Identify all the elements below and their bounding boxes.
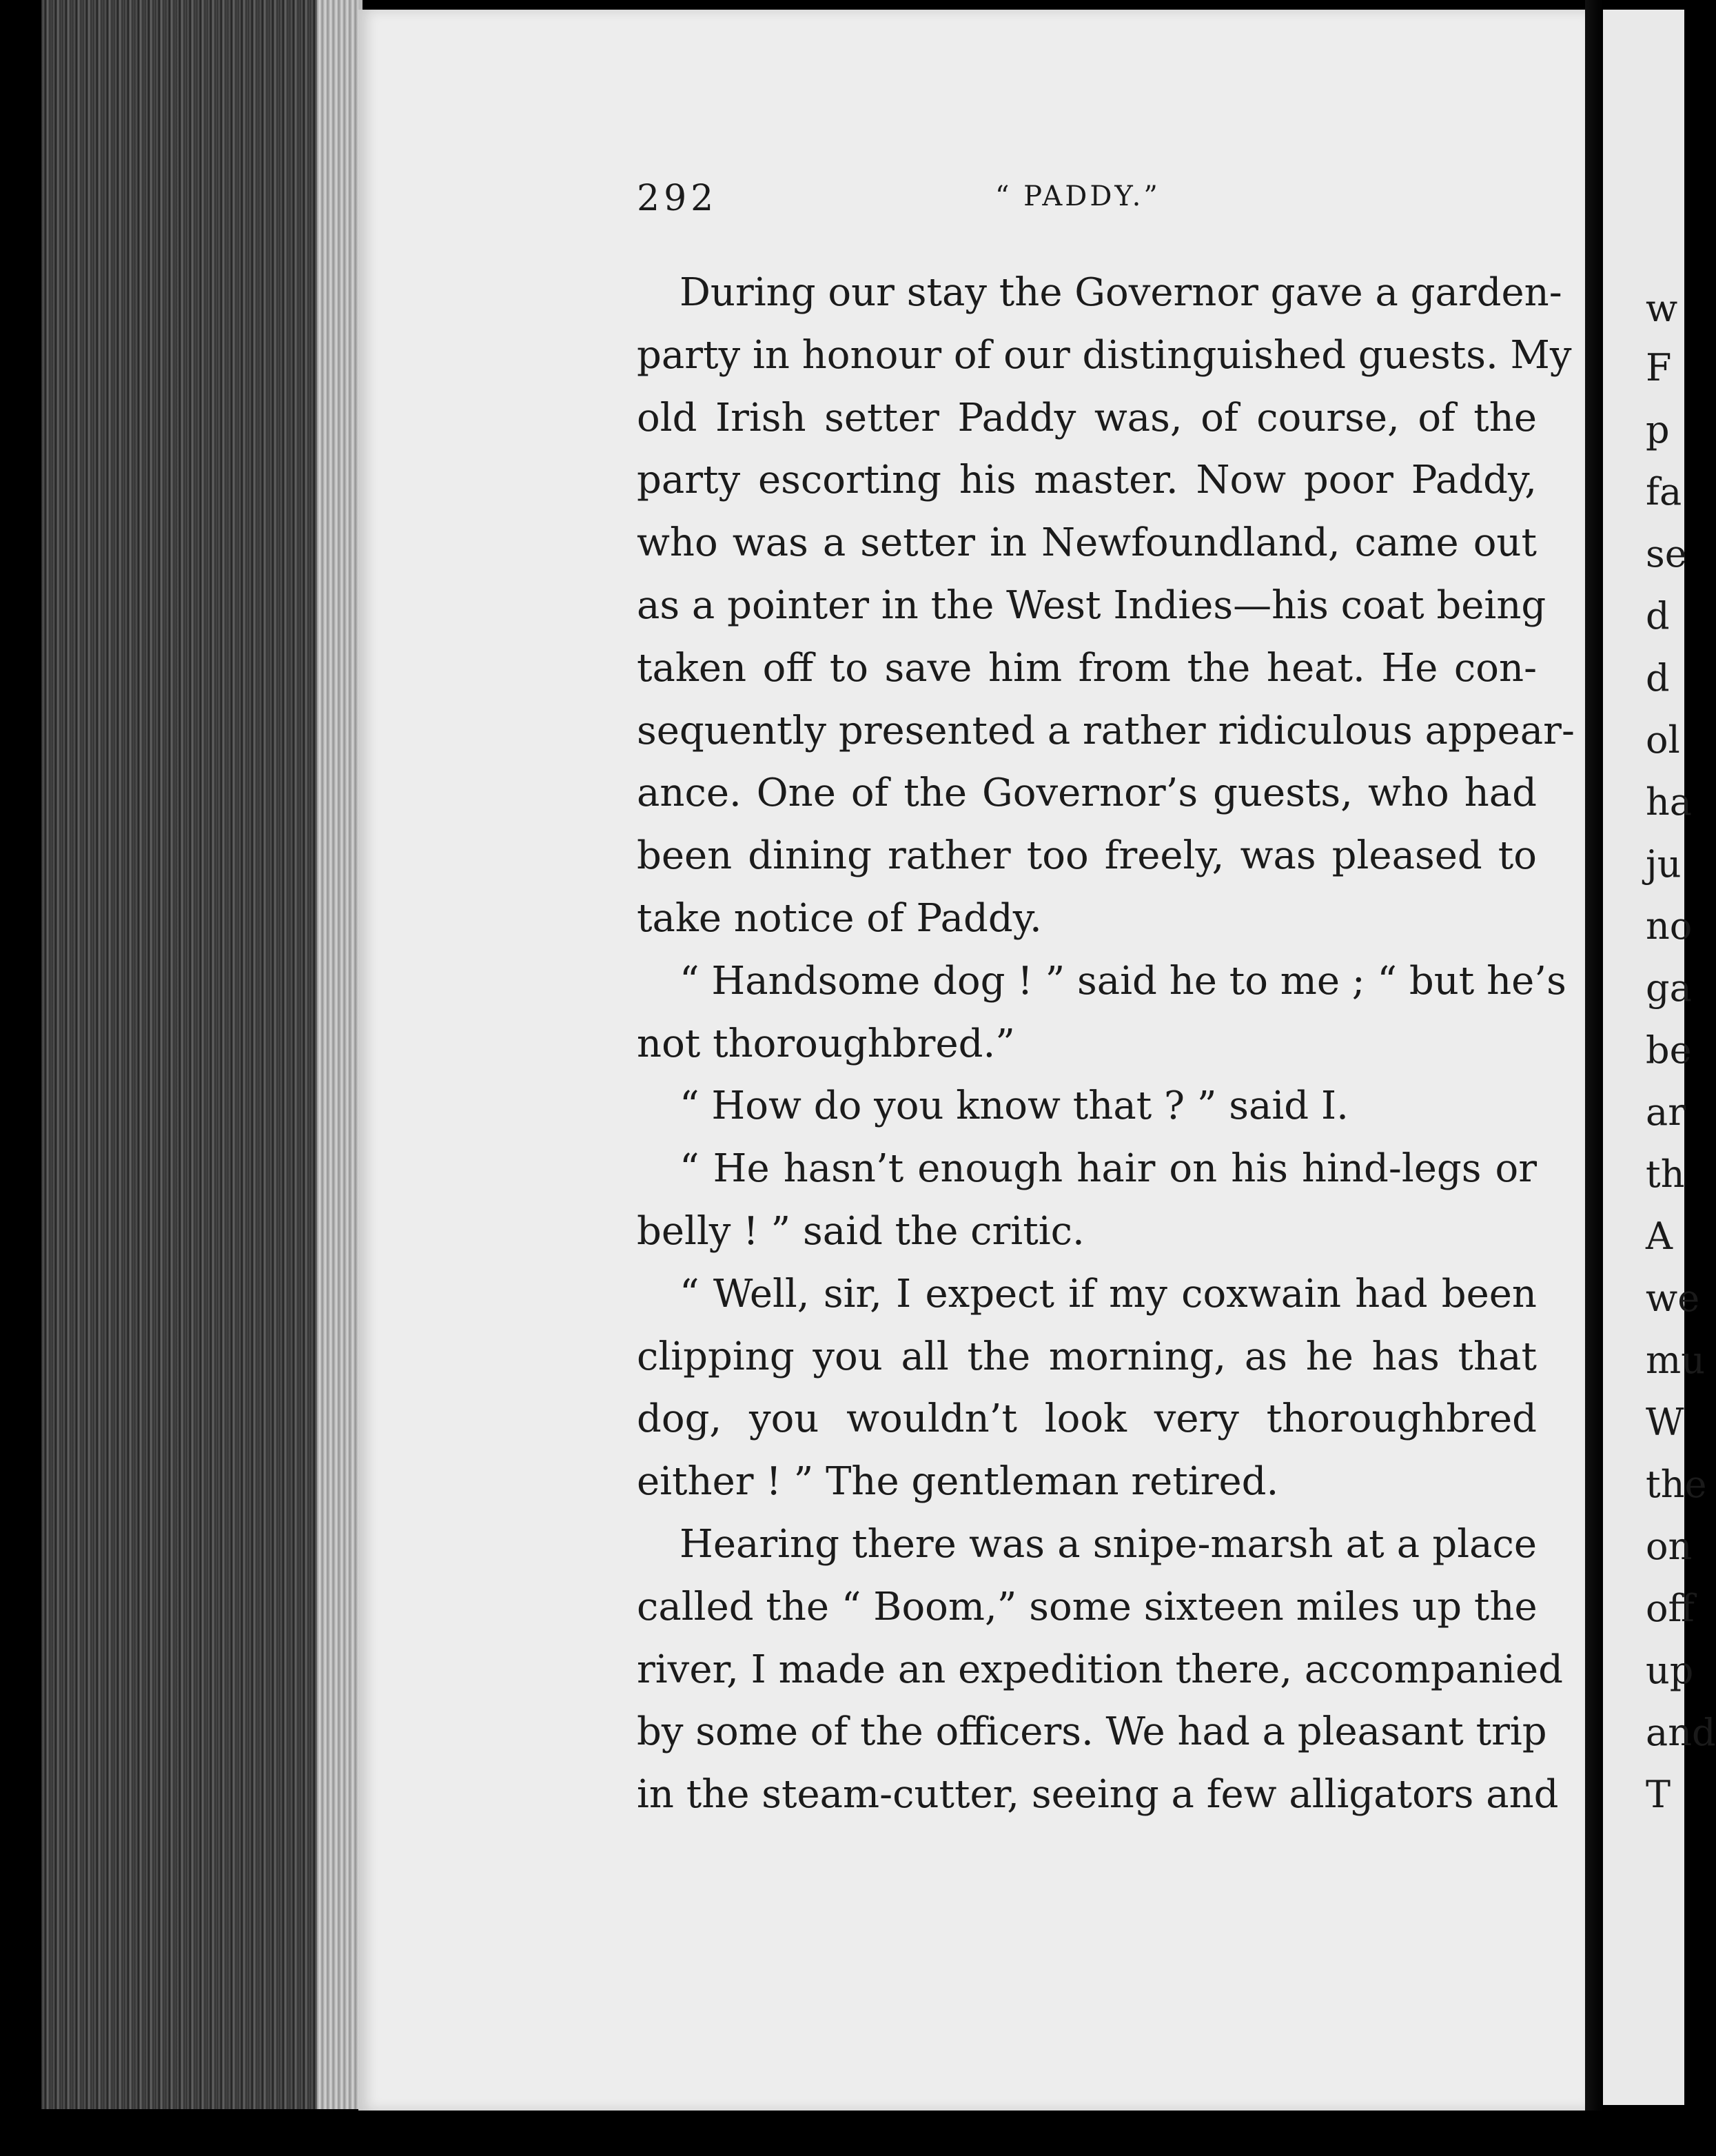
text-line: During our stay the Governor gave a garden- (680, 270, 1562, 315)
body-text (637, 262, 1575, 1827)
facing-page-fragment: ha (1646, 780, 1692, 824)
text-line: been dining rather too freely, was pleased to (637, 833, 1537, 879)
text-line: “ He hasn’t enough hair on his hind-legs or (680, 1146, 1537, 1192)
facing-page-fragment: mu (1646, 1339, 1705, 1382)
facing-page-fragment: w (1646, 287, 1678, 330)
facing-page-fragment: fa (1646, 470, 1682, 513)
scan-border (0, 2111, 1684, 2156)
page-gutter (1585, 0, 1603, 2156)
facing-page-fragment: ol (1646, 718, 1680, 762)
text-line: river, I made an expedition there, accompanied (637, 1647, 1563, 1692)
text-line: by some of the officers. We had a pleasant trip (637, 1709, 1547, 1755)
facing-page-fragment: ju (1646, 842, 1682, 886)
text-line: old Irish setter Paddy was, of course, of the (637, 395, 1537, 440)
facing-page-fragment: we (1646, 1277, 1700, 1320)
text-line: who was a setter in Newfoundland, came out (637, 520, 1537, 566)
facing-page-fragment: d (1646, 656, 1670, 700)
text-line: in the steam-cutter, seeing a few alligators and (637, 1772, 1559, 1818)
facing-page-fragment: T (1646, 1773, 1671, 1816)
text-line: dog, you wouldn’t look very thoroughbred (637, 1396, 1537, 1442)
facing-page-fragment: p (1646, 408, 1670, 451)
facing-page-fragment: up (1646, 1649, 1694, 1692)
facing-page-fragment: th (1646, 1152, 1685, 1196)
text-line: called the “ Boom,” some sixteen miles up the (637, 1584, 1538, 1629)
facing-page-fragment: and (1646, 1711, 1716, 1754)
facing-page-fragment: A (1646, 1214, 1673, 1258)
text-line: taken off to save him from the heat. He con- (637, 645, 1537, 691)
text-line: “ Well, sir, I expect if my coxwain had been (680, 1271, 1537, 1316)
facing-page-fragment: no (1646, 904, 1693, 948)
running-title: “ PADDY.” (995, 181, 1161, 212)
text-line: not thoroughbred.” (637, 1021, 1015, 1066)
facing-page-fragment: ga (1646, 966, 1692, 1010)
text-line: party escorting his master. Now poor Paddy, (637, 458, 1537, 503)
text-line: either ! ” The gentleman retired. (637, 1459, 1279, 1505)
facing-page-fragment: se (1646, 532, 1687, 576)
text-line: “ Handsome dog ! ” said he to me ; “ but he’s (680, 958, 1566, 1004)
facing-page-fragment: be (1646, 1028, 1692, 1072)
facing-page-fragment: on (1646, 1525, 1693, 1568)
facing-page-fragment: F (1646, 346, 1672, 389)
text-line: party in honour of our distinguished guests. My (637, 332, 1572, 378)
text-line: sequently presented a rather ridiculous appear- (637, 708, 1575, 753)
facing-page-fragment: off (1646, 1587, 1695, 1630)
facing-page-fragment: ar (1646, 1090, 1686, 1134)
text-line: as a pointer in the West Indies—his coat being (637, 582, 1546, 628)
text-line: clipping you all the morning, as he has that (637, 1334, 1537, 1379)
facing-page-fragment: W (1646, 1401, 1684, 1444)
text-line: ance. One of the Governor’s guests, who had (637, 771, 1537, 816)
text-line: belly ! ” said the critic. (637, 1208, 1085, 1254)
text-line: Hearing there was a snipe-marsh at a place (680, 1521, 1537, 1567)
page-edges (41, 0, 362, 2109)
facing-page (1603, 10, 1716, 2105)
text-line: take notice of Paddy. (637, 895, 1042, 941)
text-line: “ How do you know that ? ” said I. (680, 1084, 1349, 1129)
page-number: 292 (637, 178, 718, 219)
facing-page-fragment: d (1646, 594, 1670, 638)
facing-page-fragment: the (1646, 1463, 1707, 1506)
